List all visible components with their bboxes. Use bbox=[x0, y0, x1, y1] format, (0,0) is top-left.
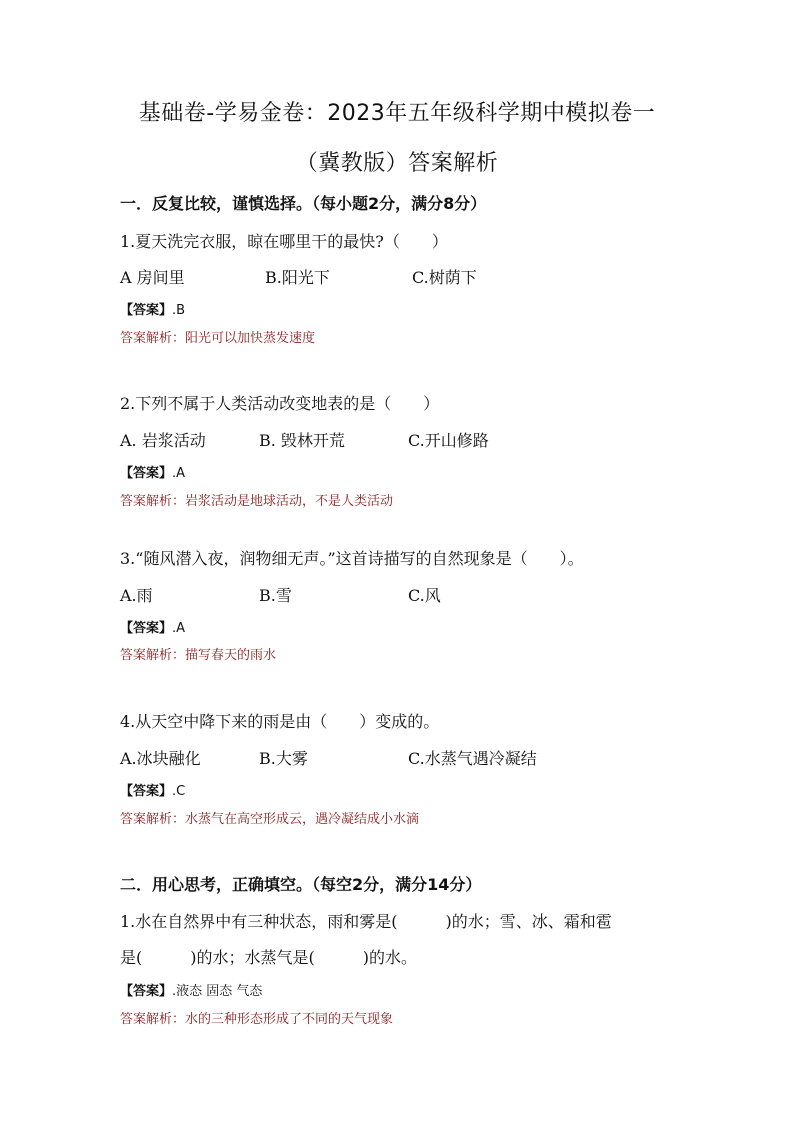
explanation-text: 水蒸气在高空形成云，遇冷凝结成小水滴 bbox=[185, 812, 420, 827]
explanation-line bbox=[120, 644, 276, 663]
answer-value: .液态 固态 气态 bbox=[172, 984, 263, 999]
option-c: C.开山修路 bbox=[408, 431, 489, 450]
option-c: C.水蒸气遇冷凝结 bbox=[408, 749, 537, 768]
answer-value: .B bbox=[172, 303, 186, 318]
option-b: B.大雾 bbox=[259, 749, 308, 768]
option-a: A.冰块融化 bbox=[120, 749, 201, 768]
answer-line bbox=[120, 617, 185, 636]
explanation-label: 答案解析： bbox=[120, 331, 186, 346]
answer-value: .A bbox=[172, 621, 186, 636]
explanation-line bbox=[120, 327, 315, 346]
answer-value: .A bbox=[172, 466, 186, 481]
section-heading-choice: 一．反复比较，谨慎选择。（每小题2分，满分8分） bbox=[120, 194, 487, 213]
answer-line bbox=[120, 980, 262, 999]
option-b: B. 毁林开荒 bbox=[259, 431, 345, 450]
answer-label: 【答案】 bbox=[120, 984, 173, 999]
answer-label: 【答案】 bbox=[120, 621, 173, 636]
answer-line bbox=[120, 299, 185, 318]
option-a: A 房间里 bbox=[120, 268, 185, 287]
answer-label: 【答案】 bbox=[120, 466, 173, 481]
explanation-text: 岩浆活动是地球活动，不是人类活动 bbox=[185, 494, 394, 509]
fill-question-line1: 1.水在自然界中有三种状态，雨和雾是( )的水；雪、冰、霜和雹 bbox=[120, 912, 612, 931]
question-stem: 1.夏天洗完衣服，晾在哪里干的最快?（ ） bbox=[120, 232, 448, 251]
question-stem: 4.从天空中降下来的雨是由（ ）变成的。 bbox=[120, 712, 440, 731]
answer-line bbox=[120, 780, 185, 799]
explanation-text: 阳光可以加快蒸发速度 bbox=[185, 331, 316, 346]
answer-line bbox=[120, 462, 185, 481]
explanation-text: 描写春天的雨水 bbox=[185, 648, 277, 663]
option-a: A. 岩浆活动 bbox=[120, 431, 206, 450]
answer-label: 【答案】 bbox=[120, 303, 173, 318]
section-heading-fill: 二．用心思考，正确填空。（每空2分，满分14分） bbox=[120, 875, 482, 894]
answer-value: .C bbox=[172, 784, 186, 799]
question-stem: 3.“随风潜入夜，润物细无声。”这首诗描写的自然现象是（ ）。 bbox=[120, 549, 584, 568]
question-stem: 2.下列不属于人类活动改变地表的是（ ） bbox=[120, 394, 440, 413]
explanation-label: 答案解析： bbox=[120, 648, 186, 663]
explanation-label: 答案解析： bbox=[120, 494, 186, 509]
document-title-line2: （冀教版）答案解析 bbox=[295, 151, 499, 176]
option-c: C.树荫下 bbox=[412, 268, 477, 287]
explanation-line bbox=[120, 490, 393, 509]
option-b: B.雪 bbox=[259, 586, 292, 605]
explanation-text: 水的三种形态形成了不同的天气现象 bbox=[185, 1012, 394, 1027]
option-b: B.阳光下 bbox=[265, 268, 330, 287]
answer-label: 【答案】 bbox=[120, 784, 173, 799]
explanation-line bbox=[120, 808, 419, 827]
fill-question-line2: 是( )的水；水蒸气是( )的水。 bbox=[120, 948, 417, 967]
explanation-label: 答案解析： bbox=[120, 1012, 186, 1027]
explanation-label: 答案解析： bbox=[120, 812, 186, 827]
option-c: C.风 bbox=[408, 586, 441, 605]
document-title-line1: 基础卷-学易金卷：2023年五年级科学期中模拟卷一 bbox=[138, 101, 656, 126]
option-a: A.雨 bbox=[120, 586, 153, 605]
explanation-line bbox=[120, 1008, 393, 1027]
